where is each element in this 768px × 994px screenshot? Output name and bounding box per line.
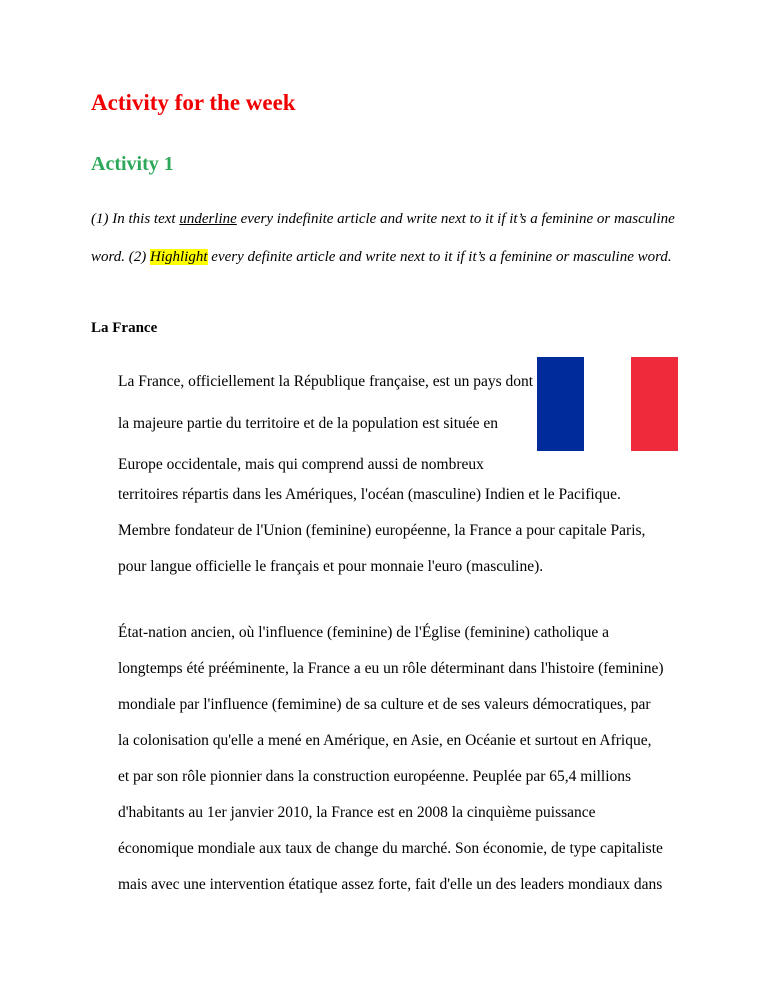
section-heading: La France (91, 320, 158, 336)
paragraph-line: La France, officiellement la République française, est un pays dont (118, 373, 534, 390)
highlighted-word: Highlight (150, 249, 208, 265)
paragraph-line: pour langue officielle le français et pour monnaie l'euro (masculine). (118, 558, 544, 575)
page-title: Activity for the week (91, 90, 296, 115)
paragraph-line: la colonisation qu'elle a mené en Amérique, en Asie, en Océanie et surtout en Afrique, (118, 732, 652, 749)
flag-band-white (584, 357, 631, 451)
paragraph-line: territoires répartis dans les Amériques, l'océan (masculine) Indien et le Pacifique. (118, 486, 621, 503)
activity-instructions (91, 200, 691, 276)
instructions-text: every definite article and write next to it if it’s a feminine or masculine word. (207, 249, 672, 265)
paragraph-line: et par son rôle pionnier dans la construction européenne. Peuplée par 65,4 millions (118, 768, 632, 785)
instructions-text: every indefinite article and write next to it if it’s a feminine or masculine word. (2) (91, 211, 675, 265)
paragraph-line: économique mondiale aux taux de change du marché. Son économie, de type capitaliste (118, 840, 663, 857)
activity-heading: Activity 1 (91, 153, 174, 175)
paragraph-line: mais avec une intervention étatique assez forte, fait d'elle un des leaders mondiaux dans (118, 876, 663, 893)
instructions-text: (1) In this text (91, 211, 180, 227)
france-flag-image (537, 357, 678, 451)
paragraph-line: longtemps été prééminente, la France a eu un rôle déterminant dans l'histoire (feminine) (118, 660, 664, 677)
paragraph-line: d'habitants au 1er janvier 2010, la France est en 2008 la cinquième puissance (118, 804, 596, 821)
paragraph-line: État-nation ancien, où l'influence (feminine) de l'Église (feminine) catholique a (118, 624, 610, 641)
flag-band-red (631, 357, 678, 451)
paragraph-line: la majeure partie du territoire et de la population est située en (118, 415, 499, 432)
flag-band-blue (537, 357, 584, 451)
paragraph-line: Europe occidentale, mais qui comprend aussi de nombreux (118, 456, 484, 473)
paragraph-line: mondiale par l'influence (femimine) de sa culture et de ses valeurs démocratiques, par (118, 696, 651, 713)
paragraph-line: Membre fondateur de l'Union (feminine) européenne, la France a pour capitale Paris, (118, 522, 646, 539)
underlined-word: underline (179, 211, 237, 227)
